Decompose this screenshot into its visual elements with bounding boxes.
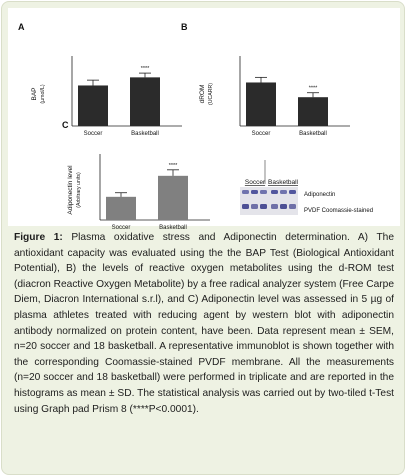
blot-band-coomassie — [251, 204, 258, 209]
panel-letter-a: A — [18, 22, 25, 32]
blot-band-coomassie — [280, 204, 287, 209]
blot-group-label-basketball: Basketball — [268, 179, 298, 186]
y-axis-unit: (Arbitrary units) — [76, 172, 82, 208]
category-label-basketball: Basketball — [299, 131, 327, 137]
panel-letter-b: B — [181, 22, 188, 32]
blot-band-label-coomassie: PVDF Coomassie-stained — [304, 208, 374, 214]
western-blot — [240, 160, 373, 215]
blot-band-label-adiponectin: Adiponectin — [304, 192, 336, 198]
y-axis-unit: (µmol/L) — [40, 84, 46, 104]
panel-b — [181, 22, 350, 137]
y-axis-unit: (UCARR) — [208, 83, 214, 105]
panel-a — [18, 22, 182, 137]
figure-plots — [8, 8, 400, 231]
blot-band-coomassie — [242, 204, 249, 209]
blot-band-coomassie — [289, 204, 296, 209]
category-label-soccer: Soccer — [111, 225, 131, 231]
blot-group-label-soccer: Soccer — [244, 179, 266, 186]
bar-soccer — [246, 82, 276, 126]
bar-basketball — [298, 97, 328, 126]
category-label-basketball: Basketball — [131, 131, 159, 137]
blot-band-adiponectin — [260, 190, 267, 194]
bar-soccer — [78, 85, 108, 126]
figure-svg — [8, 8, 400, 231]
blot-band-coomassie — [260, 204, 267, 209]
bar-soccer — [106, 197, 136, 220]
figure-card — [1, 1, 405, 475]
figure-caption — [14, 230, 394, 417]
category-label-basketball: Basketball — [159, 225, 187, 231]
category-label-soccer: Soccer — [83, 131, 103, 137]
bar-basketball — [130, 77, 160, 126]
blot-band-coomassie — [271, 204, 278, 209]
blot-band-adiponectin — [289, 190, 296, 194]
y-axis-title: Adiponectin level — [67, 165, 74, 215]
significance-mark: **** — [140, 66, 150, 73]
category-label-soccer: Soccer — [251, 131, 271, 137]
bar-basketball — [158, 176, 188, 220]
significance-mark: **** — [308, 85, 318, 92]
y-axis-title: BAP — [31, 87, 38, 101]
y-axis-title: dROM — [199, 84, 206, 104]
panel-letter-c: C — [62, 120, 69, 130]
caption-text: Plasma oxidative stress and Adiponectin determination. A) The antioxidant capacity was evaluated using the the BAP Test (Biological Antioxidant Potential), B) the levels of reactive oxygen metabolites using the d-ROM test (diacron Reactive Oxygen Metabolite) by a free radical analyzer system (Free Carpe Diem, Diacron International s.r.l), and C) Adiponectin level was assessed in 5 µg of plasma athletes treated with reducing agent by western blot with adiponectin antibody normalized on protein content, have been. Data represent mean ± SEM, n=20 soccer and 18 basketball. A representative immunoblot is shown together with the corresponding Coomassie-stained PVDF membrane. All the measurements (n=20 soccer and 18 basketball) were performed in triplicate and are reported in the histograms as mean ± SD. The statistical analysis was carried out by two-tiled t-Test using Graph pad Prism 8 (****P<0.0001). — [14, 232, 395, 415]
caption-lead: Figure 1: — [14, 232, 63, 243]
blot-band-adiponectin — [242, 190, 249, 194]
blot-band-adiponectin — [271, 190, 278, 194]
significance-mark: **** — [168, 162, 178, 169]
blot-band-adiponectin — [251, 190, 258, 194]
blot-band-adiponectin — [280, 190, 287, 194]
